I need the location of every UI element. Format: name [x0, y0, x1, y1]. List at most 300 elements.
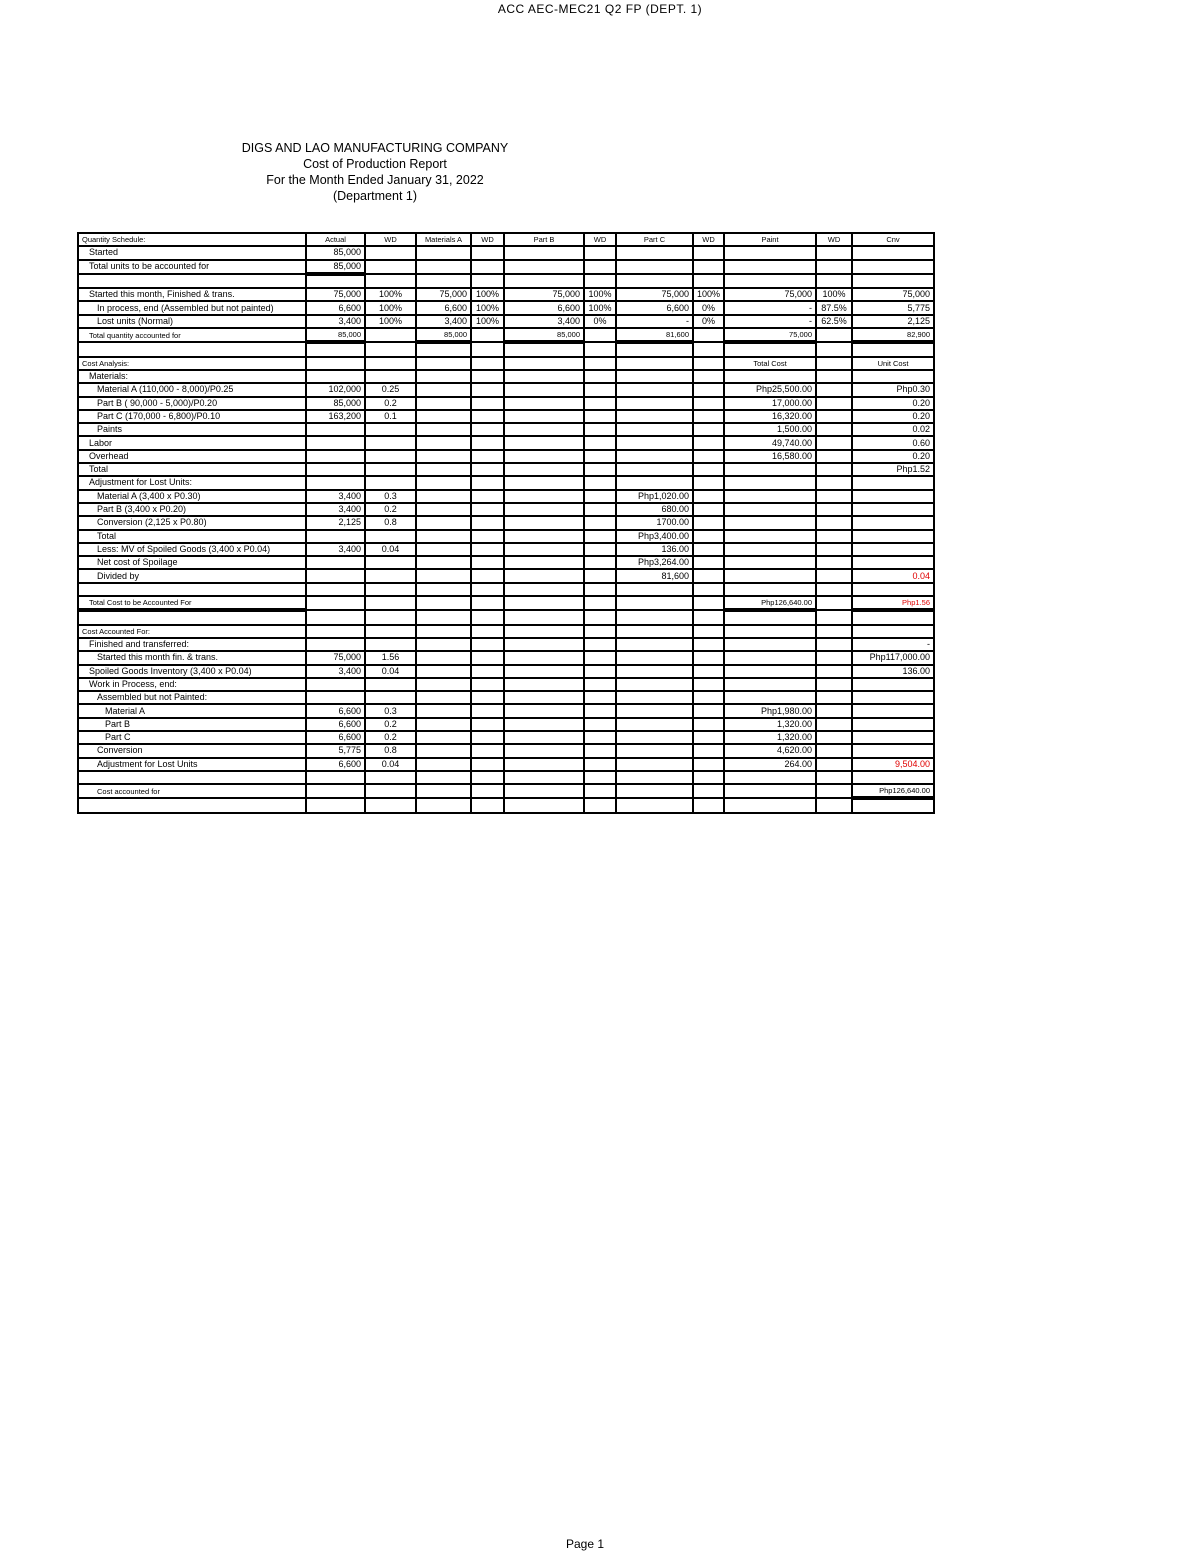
- value-cell: [504, 596, 584, 610]
- value-cell: 75,000: [416, 288, 471, 301]
- value-cell: [816, 260, 852, 274]
- value-cell: [504, 651, 584, 664]
- value-cell: [504, 246, 584, 259]
- value-cell: [693, 450, 724, 463]
- value-cell: [816, 638, 852, 651]
- row-label-cell: Conversion: [78, 744, 306, 757]
- value-cell: [306, 556, 365, 569]
- value-cell: [724, 651, 816, 664]
- value-cell: Php1.52: [852, 463, 934, 476]
- value-cell: [724, 771, 816, 784]
- value-cell: 0.3: [365, 490, 416, 503]
- value-cell: [416, 357, 471, 370]
- value-cell: 5,775: [306, 744, 365, 757]
- value-cell: [584, 410, 616, 423]
- value-cell: [724, 665, 816, 678]
- value-cell: -: [616, 315, 693, 328]
- value-cell: [852, 556, 934, 569]
- value-cell: 264.00: [724, 758, 816, 771]
- table-row: [78, 651, 934, 664]
- value-cell: [365, 556, 416, 569]
- value-cell: 87.5%: [816, 301, 852, 314]
- value-cell: 1,500.00: [724, 423, 816, 436]
- value-cell: [584, 530, 616, 543]
- value-cell: [693, 583, 724, 596]
- value-cell: [693, 651, 724, 664]
- table-row: [78, 315, 934, 328]
- value-cell: 0%: [693, 301, 724, 314]
- value-cell: [504, 704, 584, 717]
- value-cell: -: [724, 315, 816, 328]
- value-cell: [471, 410, 504, 423]
- value-cell: [693, 638, 724, 651]
- value-cell: [616, 274, 693, 288]
- value-cell: [471, 704, 504, 717]
- table-row: [78, 463, 934, 476]
- table-row: [78, 476, 934, 489]
- value-cell: [306, 596, 365, 610]
- value-cell: [471, 383, 504, 396]
- value-cell: [471, 246, 504, 259]
- value-cell: [693, 274, 724, 288]
- value-cell: [816, 798, 852, 812]
- value-cell: [416, 423, 471, 436]
- value-cell: [724, 556, 816, 569]
- value-cell: [306, 476, 365, 489]
- value-cell: 0%: [693, 315, 724, 328]
- value-cell: [584, 704, 616, 717]
- value-cell: [504, 423, 584, 436]
- value-cell: 17,000.00: [724, 397, 816, 410]
- value-cell: 6,600: [306, 704, 365, 717]
- value-cell: [724, 463, 816, 476]
- value-cell: [416, 246, 471, 259]
- row-label-cell: Started this month, Finished & trans.: [78, 288, 306, 301]
- value-cell: [693, 328, 724, 342]
- value-cell: [724, 503, 816, 516]
- value-cell: [693, 436, 724, 449]
- value-cell: [584, 651, 616, 664]
- row-label-cell: Materials:: [78, 370, 306, 383]
- row-label-cell: Total quantity accounted for: [78, 328, 306, 342]
- value-cell: [471, 543, 504, 556]
- value-cell: [416, 744, 471, 757]
- table-row: [78, 370, 934, 383]
- value-cell: [816, 744, 852, 757]
- value-cell: [724, 678, 816, 691]
- value-cell: 9,504.00: [852, 758, 934, 771]
- value-cell: 2,125: [852, 315, 934, 328]
- value-cell: [816, 610, 852, 624]
- value-cell: [365, 678, 416, 691]
- value-cell: [471, 423, 504, 436]
- value-cell: [504, 691, 584, 704]
- value-cell: [616, 450, 693, 463]
- value-cell: 6,600: [306, 301, 365, 314]
- value-cell: [306, 436, 365, 449]
- value-cell: [693, 596, 724, 610]
- value-cell: [724, 798, 816, 812]
- value-cell: Php3,264.00: [616, 556, 693, 569]
- value-cell: [693, 530, 724, 543]
- value-cell: [816, 410, 852, 423]
- value-cell: 85,000: [504, 328, 584, 342]
- value-cell: Cnv: [852, 233, 934, 246]
- value-cell: 0.2: [365, 503, 416, 516]
- value-cell: [504, 665, 584, 678]
- value-cell: [852, 490, 934, 503]
- value-cell: [584, 516, 616, 529]
- value-cell: 100%: [471, 315, 504, 328]
- value-cell: [416, 638, 471, 651]
- value-cell: WD: [471, 233, 504, 246]
- table-row: [78, 342, 934, 356]
- value-cell: [471, 328, 504, 342]
- value-cell: [584, 691, 616, 704]
- value-cell: [306, 450, 365, 463]
- value-cell: 100%: [365, 315, 416, 328]
- row-label-cell: Finished and transferred:: [78, 638, 306, 651]
- value-cell: 75,000: [306, 651, 365, 664]
- value-cell: [816, 625, 852, 638]
- value-cell: [584, 678, 616, 691]
- value-cell: 85,000: [416, 328, 471, 342]
- table-row: [78, 758, 934, 771]
- value-cell: [816, 718, 852, 731]
- value-cell: 100%: [584, 288, 616, 301]
- table-row: [78, 383, 934, 396]
- value-cell: [504, 731, 584, 744]
- value-cell: [724, 625, 816, 638]
- row-label-cell: Cost accounted for: [78, 784, 306, 798]
- row-label-cell: Part B: [78, 718, 306, 731]
- value-cell: [852, 260, 934, 274]
- row-label-cell: [78, 342, 306, 356]
- row-label-cell: [78, 610, 306, 624]
- value-cell: [504, 530, 584, 543]
- value-cell: 0.25: [365, 383, 416, 396]
- value-cell: [365, 436, 416, 449]
- page-header: ACC AEC-MEC21 Q2 FP (DEPT. 1): [497, 2, 703, 16]
- value-cell: [471, 731, 504, 744]
- value-cell: 3,400: [306, 503, 365, 516]
- value-cell: Php3,400.00: [616, 530, 693, 543]
- value-cell: [416, 463, 471, 476]
- value-cell: [616, 583, 693, 596]
- value-cell: 49,740.00: [724, 436, 816, 449]
- value-cell: [693, 463, 724, 476]
- value-cell: [416, 784, 471, 798]
- value-cell: [816, 704, 852, 717]
- value-cell: [306, 798, 365, 812]
- table-row: [78, 436, 934, 449]
- value-cell: [416, 583, 471, 596]
- value-cell: [852, 476, 934, 489]
- value-cell: [306, 678, 365, 691]
- value-cell: [584, 370, 616, 383]
- value-cell: [724, 691, 816, 704]
- value-cell: [416, 704, 471, 717]
- value-cell: [816, 490, 852, 503]
- row-label-cell: Assembled but not Painted:: [78, 691, 306, 704]
- value-cell: 16,320.00: [724, 410, 816, 423]
- value-cell: [504, 370, 584, 383]
- value-cell: [416, 476, 471, 489]
- value-cell: [365, 771, 416, 784]
- value-cell: [306, 771, 365, 784]
- value-cell: [693, 610, 724, 624]
- value-cell: [416, 758, 471, 771]
- value-cell: [471, 436, 504, 449]
- value-cell: [584, 476, 616, 489]
- value-cell: [471, 503, 504, 516]
- value-cell: 85,000: [306, 328, 365, 342]
- value-cell: 100%: [584, 301, 616, 314]
- value-cell: [724, 342, 816, 356]
- value-cell: [416, 731, 471, 744]
- value-cell: [693, 260, 724, 274]
- value-cell: [724, 490, 816, 503]
- value-cell: [852, 583, 934, 596]
- value-cell: 0.8: [365, 744, 416, 757]
- row-label-cell: Spoiled Goods Inventory (3,400 x P0.04): [78, 665, 306, 678]
- value-cell: [471, 651, 504, 664]
- value-cell: WD: [816, 233, 852, 246]
- value-cell: [724, 583, 816, 596]
- value-cell: [504, 771, 584, 784]
- table-row: [78, 490, 934, 503]
- value-cell: [693, 423, 724, 436]
- table-row: [78, 583, 934, 596]
- value-cell: [471, 784, 504, 798]
- value-cell: [693, 397, 724, 410]
- value-cell: [724, 530, 816, 543]
- row-label-cell: Labor: [78, 436, 306, 449]
- value-cell: [504, 342, 584, 356]
- value-cell: [693, 798, 724, 812]
- value-cell: 81,600: [616, 569, 693, 582]
- value-cell: 0.8: [365, 516, 416, 529]
- value-cell: [416, 490, 471, 503]
- value-cell: Php126,640.00: [852, 784, 934, 798]
- value-cell: [471, 530, 504, 543]
- value-cell: [416, 596, 471, 610]
- table-row: [78, 744, 934, 757]
- value-cell: [616, 463, 693, 476]
- value-cell: [693, 543, 724, 556]
- value-cell: [471, 596, 504, 610]
- value-cell: [416, 397, 471, 410]
- value-cell: [816, 436, 852, 449]
- value-cell: [416, 556, 471, 569]
- value-cell: [365, 274, 416, 288]
- value-cell: [852, 342, 934, 356]
- value-cell: [584, 744, 616, 757]
- value-cell: 6,600: [416, 301, 471, 314]
- value-cell: Materials A: [416, 233, 471, 246]
- value-cell: [584, 583, 616, 596]
- value-cell: [816, 530, 852, 543]
- value-cell: 85,000: [306, 260, 365, 274]
- value-cell: [816, 246, 852, 259]
- value-cell: [471, 583, 504, 596]
- value-cell: [816, 383, 852, 396]
- table-row: [78, 397, 934, 410]
- value-cell: 6,600: [616, 301, 693, 314]
- value-cell: [416, 691, 471, 704]
- value-cell: Php117,000.00: [852, 651, 934, 664]
- value-cell: [306, 530, 365, 543]
- value-cell: 0.2: [365, 718, 416, 731]
- value-cell: 85,000: [306, 246, 365, 259]
- value-cell: 1,320.00: [724, 718, 816, 731]
- row-label-cell: Adjustment for Lost Units: [78, 758, 306, 771]
- value-cell: [416, 342, 471, 356]
- value-cell: 0%: [584, 315, 616, 328]
- value-cell: Php0.30: [852, 383, 934, 396]
- value-cell: Php1,020.00: [616, 490, 693, 503]
- value-cell: [471, 665, 504, 678]
- table-row: [78, 288, 934, 301]
- row-label-cell: Part C: [78, 731, 306, 744]
- value-cell: [504, 784, 584, 798]
- value-cell: [816, 596, 852, 610]
- value-cell: [365, 784, 416, 798]
- value-cell: [471, 771, 504, 784]
- table-row: [78, 691, 934, 704]
- value-cell: [504, 490, 584, 503]
- value-cell: [504, 718, 584, 731]
- row-label-cell: [78, 798, 306, 812]
- value-cell: 0.3: [365, 704, 416, 717]
- value-cell: [852, 274, 934, 288]
- value-cell: [471, 476, 504, 489]
- value-cell: [693, 625, 724, 638]
- value-cell: [584, 274, 616, 288]
- value-cell: 0.60: [852, 436, 934, 449]
- value-cell: 62.5%: [816, 315, 852, 328]
- value-cell: 6,600: [504, 301, 584, 314]
- value-cell: [416, 651, 471, 664]
- value-cell: [616, 625, 693, 638]
- value-cell: [816, 665, 852, 678]
- value-cell: 6,600: [306, 758, 365, 771]
- value-cell: [852, 543, 934, 556]
- page-footer: Page 1: [565, 1537, 605, 1551]
- value-cell: [504, 516, 584, 529]
- value-cell: [616, 718, 693, 731]
- value-cell: Part C: [616, 233, 693, 246]
- value-cell: [306, 638, 365, 651]
- table-row: [78, 771, 934, 784]
- value-cell: [616, 246, 693, 259]
- value-cell: 0.04: [852, 569, 934, 582]
- value-cell: [616, 758, 693, 771]
- table-row: [78, 423, 934, 436]
- report-titles: [175, 140, 575, 204]
- value-cell: [365, 530, 416, 543]
- value-cell: [816, 543, 852, 556]
- value-cell: [416, 610, 471, 624]
- value-cell: [416, 516, 471, 529]
- value-cell: [416, 718, 471, 731]
- value-cell: [471, 516, 504, 529]
- table-row: [78, 556, 934, 569]
- value-cell: [852, 798, 934, 812]
- value-cell: [306, 423, 365, 436]
- value-cell: [724, 569, 816, 582]
- value-cell: [416, 569, 471, 582]
- table-row: [78, 410, 934, 423]
- value-cell: [584, 665, 616, 678]
- value-cell: [584, 490, 616, 503]
- value-cell: [471, 342, 504, 356]
- value-cell: 6,600: [306, 718, 365, 731]
- value-cell: [693, 246, 724, 259]
- value-cell: [724, 610, 816, 624]
- value-cell: [724, 260, 816, 274]
- value-cell: [816, 342, 852, 356]
- value-cell: [584, 397, 616, 410]
- table-row: [78, 246, 934, 259]
- value-cell: [504, 410, 584, 423]
- value-cell: [616, 596, 693, 610]
- value-cell: [416, 530, 471, 543]
- value-cell: 3,400: [306, 665, 365, 678]
- value-cell: [416, 625, 471, 638]
- value-cell: [365, 370, 416, 383]
- value-cell: [365, 596, 416, 610]
- value-cell: [816, 397, 852, 410]
- value-cell: [504, 463, 584, 476]
- value-cell: [306, 625, 365, 638]
- value-cell: [616, 798, 693, 812]
- value-cell: 3,400: [416, 315, 471, 328]
- value-cell: [471, 463, 504, 476]
- value-cell: [616, 410, 693, 423]
- table-row: [78, 625, 934, 638]
- value-cell: [471, 610, 504, 624]
- value-cell: [616, 383, 693, 396]
- value-cell: [584, 423, 616, 436]
- value-cell: [693, 691, 724, 704]
- value-cell: [365, 450, 416, 463]
- value-cell: 0.04: [365, 758, 416, 771]
- value-cell: [584, 543, 616, 556]
- value-cell: [616, 638, 693, 651]
- row-label-cell: Quantity Schedule:: [78, 233, 306, 246]
- value-cell: [504, 638, 584, 651]
- value-cell: [816, 423, 852, 436]
- value-cell: 1.56: [365, 651, 416, 664]
- value-cell: 75,000: [724, 288, 816, 301]
- value-cell: [616, 784, 693, 798]
- row-label-cell: Adjustment for Lost Units:: [78, 476, 306, 489]
- value-cell: 3,400: [306, 543, 365, 556]
- value-cell: Actual: [306, 233, 365, 246]
- table-row: [78, 569, 934, 582]
- value-cell: 81,600: [616, 328, 693, 342]
- row-label-cell: Total: [78, 530, 306, 543]
- value-cell: [852, 530, 934, 543]
- value-cell: [584, 771, 616, 784]
- value-cell: [504, 436, 584, 449]
- value-cell: 163,200: [306, 410, 365, 423]
- value-cell: [693, 410, 724, 423]
- value-cell: [852, 625, 934, 638]
- value-cell: [471, 569, 504, 582]
- row-label-cell: Less: MV of Spoiled Goods (3,400 x P0.04): [78, 543, 306, 556]
